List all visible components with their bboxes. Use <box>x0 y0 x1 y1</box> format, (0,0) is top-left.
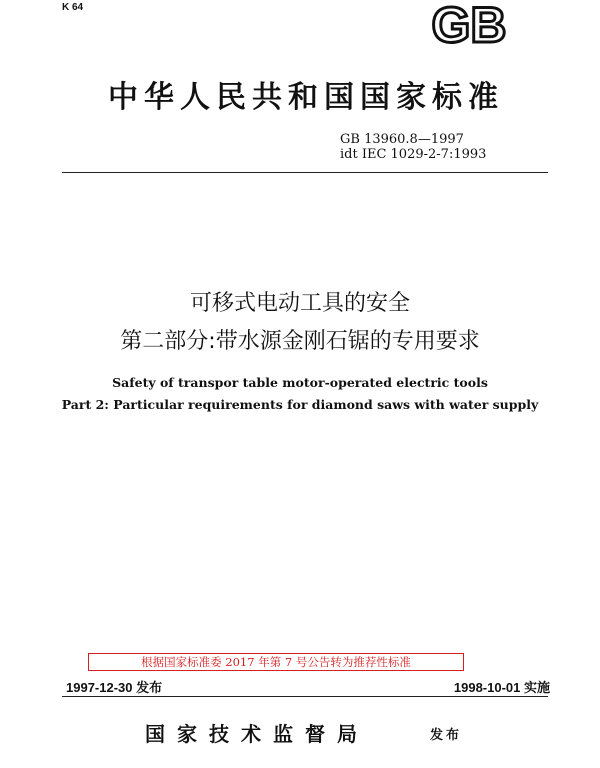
gb-logo <box>410 0 528 46</box>
title-en-line1: Safety of transpor table motor-operated electric tools <box>112 375 488 390</box>
publish-label: 发布 <box>430 728 463 743</box>
implementation-date: 1998-10-01 实施 <box>453 680 550 695</box>
recommended-standard-notice: 根据国家标准委 2017 年第 7 号公告转为推荐性标准 <box>88 653 464 671</box>
gb-logo-text: GB <box>431 0 507 46</box>
bottom-divider <box>62 696 548 697</box>
classification-code: K 64 <box>62 2 84 13</box>
title-cn-line1: 可移式电动工具的安全 <box>189 291 410 316</box>
top-divider <box>62 172 548 173</box>
equivalent-standard: idt IEC 1029-2-7:1993 <box>340 147 487 162</box>
publisher-name: 国家技术监督局 <box>145 722 369 746</box>
title-en-line2: Part 2: Particular requirements for diamond saws with water supply <box>61 397 539 412</box>
title-cn-line2: 第二部分:带水源金刚石锯的专用要求 <box>120 329 480 354</box>
standard-type-heading: 中华人民共和国国家标准 <box>108 80 504 115</box>
standard-number: GB 13960.8—1997 <box>340 132 464 147</box>
issue-date: 1997-12-30 发布 <box>66 680 163 695</box>
standard-number-block <box>340 132 520 162</box>
